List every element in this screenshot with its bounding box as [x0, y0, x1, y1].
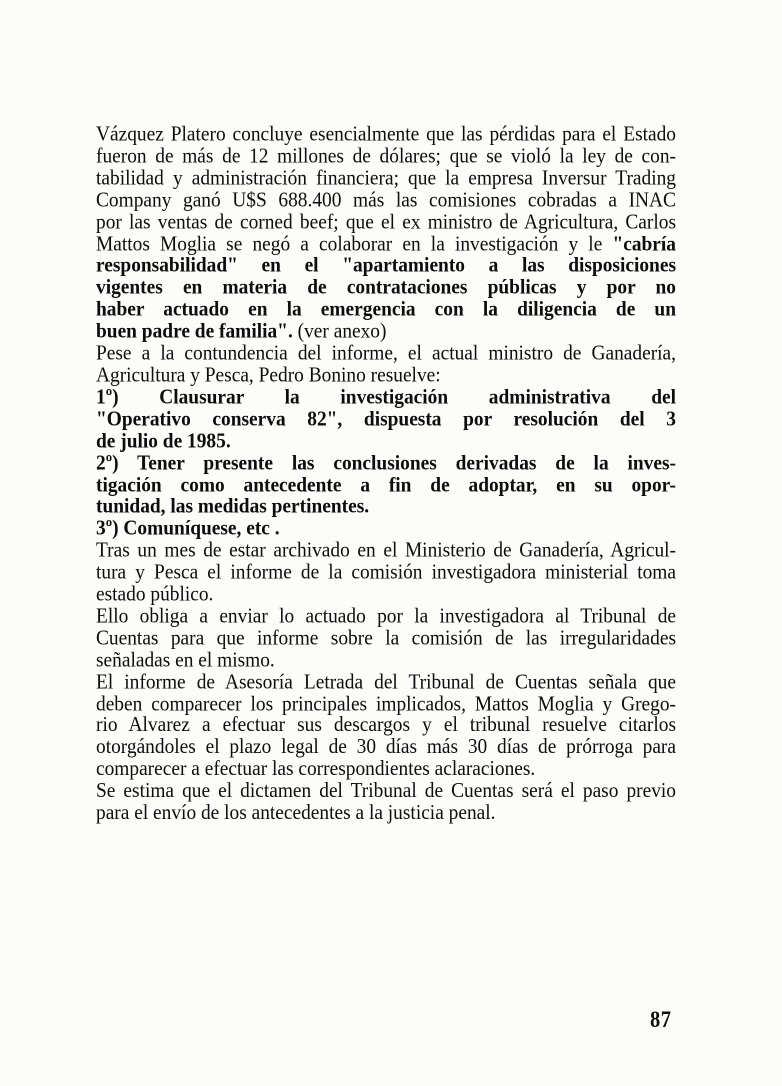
- text-segment: estado público.: [96, 582, 214, 606]
- text-segment: rio Alvarez a efectuar sus descargos y el tribunal resuelve citarlos: [96, 714, 676, 738]
- text-line: [96, 606, 676, 628]
- text-line: [96, 321, 676, 343]
- text-segment: Tras un mes de estar archivado en el Ministerio de Ganadería, Agricul-: [96, 538, 676, 563]
- text-line: [96, 146, 676, 168]
- text-line: [96, 452, 676, 474]
- text-segment: responsabilidad" en el "apartamiento a las disposiciones: [96, 254, 676, 278]
- text-line: [96, 562, 676, 584]
- text-segment: comparecer a efectuar las correspondientes aclaraciones.: [96, 757, 536, 782]
- text-segment: tabilidad y administración financiera; que la empresa Inversur Trading: [96, 166, 676, 190]
- text-line: [96, 518, 676, 540]
- text-line: [96, 365, 676, 387]
- text-line: [96, 387, 676, 409]
- text-line: [96, 496, 676, 518]
- text-segment: tigación como antecedente a fin de adoptar, en su opor-: [96, 473, 676, 497]
- text-line: [96, 233, 676, 255]
- text-segment: señaladas en el mismo.: [96, 648, 275, 672]
- text-segment: Cuentas para que informe sobre la comisión de las irregularidades: [96, 626, 676, 650]
- text-line: [96, 540, 676, 562]
- text-segment: tunidad, las medidas pertinentes.: [96, 495, 370, 519]
- text-segment: buen padre de familia".: [96, 319, 293, 344]
- text-line: [96, 759, 676, 781]
- text-segment: "cabría: [612, 232, 676, 256]
- text-line: [96, 212, 676, 234]
- text-line: [96, 693, 676, 715]
- text-segment: otorgándoles el plazo legal de 30 días más 30 días de prórroga para: [96, 736, 676, 760]
- text-line: [96, 277, 676, 299]
- text-line: [96, 343, 676, 365]
- text-line: [96, 190, 676, 212]
- text-line: [96, 474, 676, 496]
- text-segment: El informe de Asesoría Letrada del Tribunal de Cuentas señala que: [96, 670, 676, 694]
- text-line: [96, 671, 676, 693]
- text-segment: (ver anexo): [292, 319, 387, 344]
- text-line: [96, 628, 676, 650]
- text-segment: 3º) Comuníquese, etc .: [96, 517, 280, 541]
- text-line: [96, 584, 676, 606]
- text-segment: "Operativo conserva 82", dispuesta por resolución del 3: [96, 407, 676, 431]
- text-line: [96, 650, 676, 672]
- text-segment: fueron de más de 12 millones de dólares; que se violó la ley de con-: [96, 144, 676, 168]
- text-line: [96, 803, 676, 825]
- text-segment: Ello obliga a enviar lo actuado por la investigadora al Tribunal de: [96, 604, 676, 628]
- text-line: [96, 299, 676, 321]
- text-segment: Mattos Moglia se negó a colaborar en la investigación y le: [96, 232, 613, 256]
- text-segment: Company ganó U$S 688.400 más las comisiones cobradas a INAC: [96, 188, 676, 212]
- text-segment: 2º) Tener presente las conclusiones derivadas de la inves-: [96, 451, 676, 475]
- text-segment: tura y Pesca el informe de la comisión investigadora ministerial toma: [96, 560, 676, 584]
- page-number: 87: [650, 1008, 672, 1033]
- text-segment: para el envío de los antecedentes a la justicia penal.: [96, 801, 496, 825]
- text-segment: Se estima que el dictamen del Tribunal de Cuentas será el paso previo: [96, 779, 676, 803]
- text-segment: deben comparecer los principales implicados, Mattos Moglia y Grego-: [96, 692, 676, 716]
- text-segment: vigentes en materia de contrataciones públicas y por no: [96, 276, 676, 300]
- text-segment: Pese a la contundencia del informe, el actual ministro de Ganadería,: [96, 341, 676, 365]
- text-segment: por las ventas de corned beef; que el ex ministro de Agricultura, Carlos: [96, 210, 676, 234]
- text-line: [96, 715, 676, 737]
- text-line: [96, 409, 676, 431]
- text-line: [96, 431, 676, 453]
- text-segment: de julio de 1985.: [96, 429, 231, 453]
- text-line: [96, 737, 676, 759]
- text-segment: Vázquez Platero concluye esencialmente que las pérdidas para el Estado: [96, 122, 676, 146]
- text-segment: Agricultura y Pesca, Pedro Bonino resuelve:: [96, 363, 441, 387]
- text-line: [96, 255, 676, 277]
- text-block: [96, 124, 676, 825]
- text-line: [96, 168, 676, 190]
- text-line: [96, 124, 676, 146]
- text-segment: haber actuado en la emergencia con la diligencia de un: [96, 298, 676, 322]
- text-line: [96, 781, 676, 803]
- text-segment: 1º) Clausurar la investigación administrativa del: [96, 385, 676, 409]
